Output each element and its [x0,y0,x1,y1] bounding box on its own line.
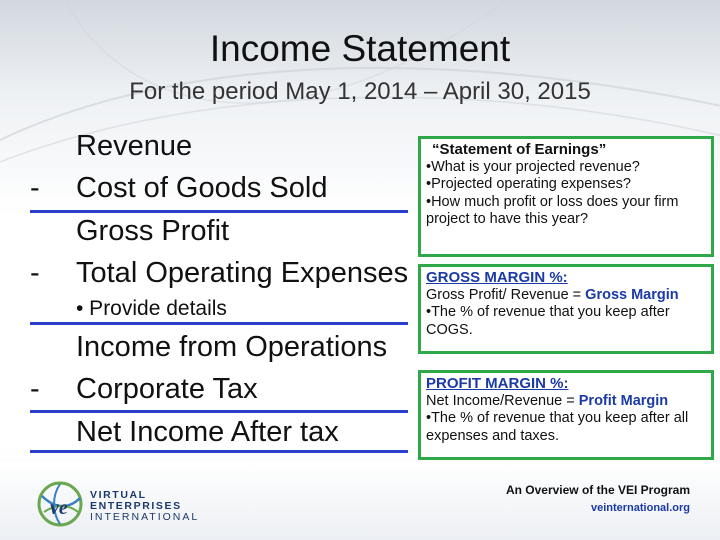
gross-margin-formula-text: Gross Profit/ Revenue = [426,286,586,303]
operating-expenses-label: Total Operating Expenses [76,257,409,289]
revenue-label: Revenue [76,130,193,162]
income-from-operations-label: Income from Operations [76,331,388,363]
opex-underline [30,322,408,325]
provide-details-bullet: • Provide details [76,297,227,320]
earnings-box-line-revenue: •What is your projected revenue? [426,158,640,175]
profit-margin-formula-text: Net Income/Revenue = [426,392,579,409]
profit-margin-formula-result: Profit Margin [578,392,669,409]
statement-of-earnings-box [418,136,714,257]
page-title: Income Statement [209,28,511,69]
logo-line-virtual: VIRTUAL [90,489,147,501]
minus-sign-tax: - [30,373,40,405]
gross-margin-box [418,264,714,354]
profit-margin-box [418,370,714,460]
net-income-label: Net Income After tax [76,416,339,448]
earnings-box-line-expenses: •Projected operating expenses? [426,176,631,192]
footer-website: veinternational.org [590,502,690,514]
profit-margin-note: •The % of revenue that you keep after all expenses and taxes. [426,410,689,444]
cogs-underline [30,210,408,213]
gross-profit-label: Gross Profit [76,215,230,247]
profit-margin-formula [426,393,706,411]
logo-line-international: INTERNATIONAL [90,511,200,523]
footer-program-title: An Overview of the VEI Program [505,483,690,497]
svg-text:ve: ve [50,497,68,519]
vei-logo-text [90,490,199,523]
minus-sign-opex: - [30,257,40,289]
minus-sign-cogs: - [30,172,40,204]
gross-margin-note: •The % of revenue that you keep after COGS. [426,304,670,338]
profit-margin-title: PROFIT MARGIN %: [426,375,569,392]
page-subtitle: For the period May 1, 2014 – April 30, 2015 [129,78,591,105]
tax-underline [30,410,408,413]
earnings-box-line-profit: •How much profit or loss does your firm project to have this year? [426,193,679,227]
earnings-box-title: “Statement of Earnings” [432,141,607,158]
gross-margin-title: GROSS MARGIN %: [426,269,568,286]
gross-margin-formula-result: Gross Margin [585,286,679,303]
gross-margin-formula [426,287,706,305]
corporate-tax-label: Corporate Tax [76,373,258,405]
net-income-underline [30,450,408,453]
cogs-label: Cost of Goods Sold [76,172,328,204]
logo-line-enterprises: ENTERPRISES [90,500,182,512]
